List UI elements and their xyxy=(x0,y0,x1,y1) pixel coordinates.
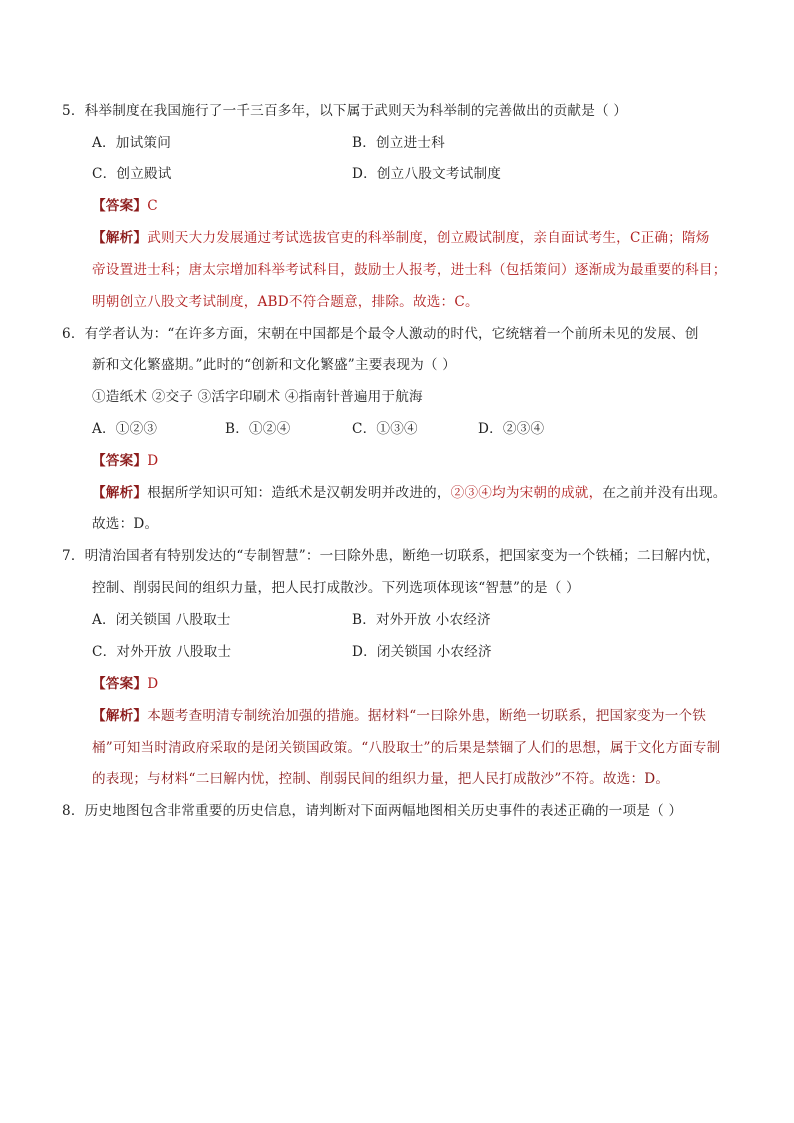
answer-tag: 【答案】 xyxy=(92,676,148,692)
analysis-tag: 【解析】 xyxy=(92,708,148,724)
answer-tag: 【答案】 xyxy=(92,198,148,214)
analysis-text: 武则天大力发展通过考试选拔官吏的科举制度，创立殿试制度，亲自面试考生，C正确；隋炀 xyxy=(147,230,710,246)
question-6-analysis-line-2: 故选：D。 xyxy=(92,516,159,532)
question-7-option-a: A．闭关锁国 八股取士 xyxy=(92,612,231,628)
question-6-stem-line-2: 新和文化繁盛期。”此时的“创新和文化繁盛”主要表现为（ ） xyxy=(92,357,457,373)
analysis-text-a: 根据所学知识可知：造纸术是汉朝发明并改进的， xyxy=(147,485,451,501)
question-5-option-b: B．创立进士科 xyxy=(352,135,445,151)
question-5-analysis-line-2: 帝设置进士科；唐太宗增加科举考试科目，鼓励士人报考，进士科（包括策问）逐渐成为最重要的科目； xyxy=(92,262,727,278)
question-7-analysis-line-3: 的表现；与材料“二曰解内忧，控制、削弱民间的组织力量，把人民打成散沙”不符。故选：D。 xyxy=(92,771,670,787)
question-6-option-b: B．①②④ xyxy=(225,421,291,437)
answer-value: C xyxy=(147,198,158,214)
question-5-option-a: A．加试策问 xyxy=(92,135,171,151)
question-7-stem-line-1: 7．明清治国者有特别发达的“专制智慧”：一曰除外患，断绝一切联系，把国家变为一个铁桶；二曰解内忧， xyxy=(62,548,720,564)
question-5-analysis-line-1 xyxy=(92,228,710,248)
analysis-tag: 【解析】 xyxy=(92,485,148,501)
question-5-stem: 5．科举制度在我国施行了一千三百多年，以下属于武则天为科举制的完善做出的贡献是（ ） xyxy=(62,103,628,119)
analysis-tag: 【解析】 xyxy=(92,230,148,246)
question-6-items: ①造纸术 ②交子 ③活字印刷术 ④指南针普遍用于航海 xyxy=(92,389,423,405)
question-5-analysis-line-3: 明朝创立八股文考试制度，ABD不符合题意，排除。故选：C。 xyxy=(92,294,479,310)
answer-tag: 【答案】 xyxy=(92,453,148,469)
question-6-stem-line-1: 6．有学者认为：“在许多方面，宋朝在中国都是个最令人激动的时代，它统辖着一个前所未见的发展、创 xyxy=(62,326,699,342)
question-5-option-c: C．创立殿试 xyxy=(92,166,172,182)
question-6-answer xyxy=(92,451,158,471)
question-7-option-d: D．闭关锁国 小农经济 xyxy=(352,644,492,660)
question-6-option-a: A．①②③ xyxy=(92,421,158,437)
question-7-analysis-line-1 xyxy=(92,706,706,726)
question-6-option-c: C．①③④ xyxy=(352,421,418,437)
question-7-answer xyxy=(92,674,158,694)
question-7-analysis-line-2: 桶”可知当时清政府采取的是闭关锁国政策。“八股取士”的后果是禁锢了人们的思想，属于文化方面专制 xyxy=(92,740,721,756)
question-6-analysis-line-1 xyxy=(92,483,727,503)
analysis-text: 本题考查明清专制统治加强的措施。据材料“一曰除外患，断绝一切联系，把国家变为一个铁 xyxy=(147,708,707,724)
answer-value: D xyxy=(147,453,159,469)
question-7-option-b: B．对外开放 小农经济 xyxy=(352,612,491,628)
answer-value: D xyxy=(147,676,159,692)
question-7-option-c: C．对外开放 八股取士 xyxy=(92,644,232,660)
question-5-option-d: D．创立八股文考试制度 xyxy=(352,166,502,182)
question-8-stem: 8．历史地图包含非常重要的历史信息，请判断对下面两幅地图相关历史事件的表述正确的一项是（ ） xyxy=(62,803,683,819)
question-7-stem-line-2: 控制、削弱民间的组织力量，把人民打成散沙。下列选项体现该“智慧”的是（ ） xyxy=(92,580,580,596)
question-5-answer xyxy=(92,196,158,216)
question-6-option-d: D．②③④ xyxy=(478,421,545,437)
analysis-text-highlight: ②③④均为宋朝的成就， xyxy=(450,485,603,501)
analysis-text-c: 在之前并没有出现。 xyxy=(602,485,727,501)
